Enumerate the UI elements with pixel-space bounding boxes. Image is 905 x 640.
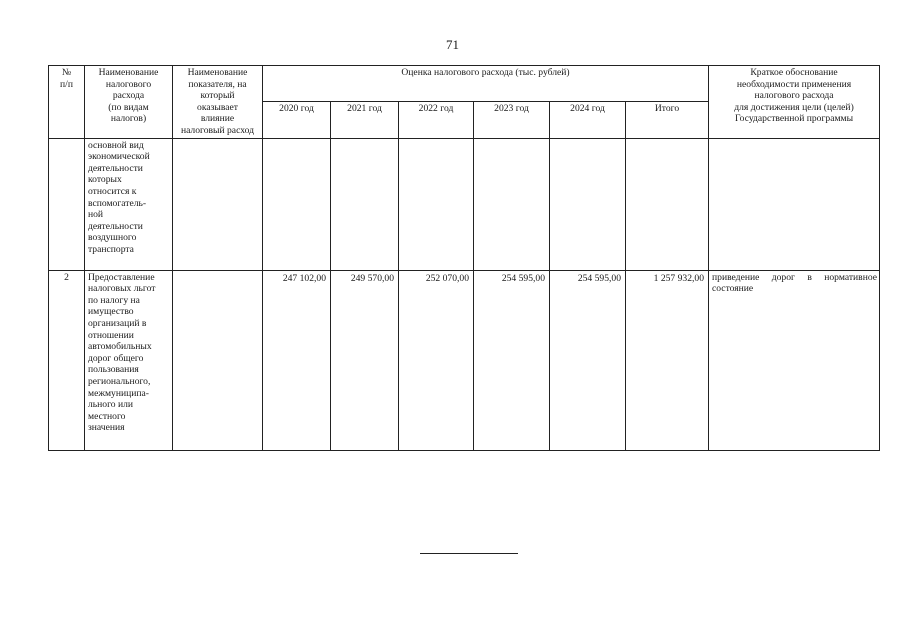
table-row: [49, 270, 880, 450]
row-value-2020: [263, 138, 331, 270]
header-total: Итого: [626, 102, 709, 138]
row-num: 2: [49, 270, 85, 450]
page-number: 71: [446, 37, 459, 52]
row-value-2022: 252 070,00: [399, 270, 474, 450]
row-indicator: [173, 138, 263, 270]
row-value-2021: 249 570,00: [331, 270, 399, 450]
row-num: [49, 138, 85, 270]
row-value-2021: [331, 138, 399, 270]
row-justification: приведение дорог в нормативное состояние: [709, 270, 880, 450]
header-year-2022: 2022 год: [399, 102, 474, 138]
row-value-total: 1 257 932,00: [626, 270, 709, 450]
header-year-2023: 2023 год: [474, 102, 550, 138]
row-value-2023: [474, 138, 550, 270]
tax-expenditure-table: [48, 65, 880, 451]
row-value-2024: [550, 138, 626, 270]
row-value-2023: 254 595,00: [474, 270, 550, 450]
row-value-2024: 254 595,00: [550, 270, 626, 450]
row-value-total: [626, 138, 709, 270]
row-name: основной вид экономической деятельности которых относится к вспомогатель- ной деятельности воздушного транспорта: [85, 138, 173, 270]
row-justification: [709, 138, 880, 270]
header-year-2024: 2024 год: [550, 102, 626, 138]
header-year-2021: 2021 год: [331, 102, 399, 138]
header-justification: Краткое обоснование необходимости применения налогового расхода для достижения цели (целей) Государственной программы: [709, 66, 880, 139]
row-name: Предоставление налоговых льгот по налогу на имущество организаций в отношении автомобильных дорог общего пользования регионального, межмуниципа- льного или местного значения: [85, 270, 173, 450]
header-year-2020: 2020 год: [263, 102, 331, 138]
header-estimate-group: Оценка налогового расхода (тыс. рублей): [263, 66, 709, 102]
header-indicator: Наименование показателя, на который оказывает влияние налоговый расход: [173, 66, 263, 139]
footer-divider: [420, 553, 518, 554]
table-row: [49, 138, 880, 270]
header-name: Наименование налогового расхода (по видам налогов): [85, 66, 173, 139]
row-value-2020: 247 102,00: [263, 270, 331, 450]
row-indicator: [173, 270, 263, 450]
header-num: № п/п: [49, 66, 85, 139]
row-value-2022: [399, 138, 474, 270]
